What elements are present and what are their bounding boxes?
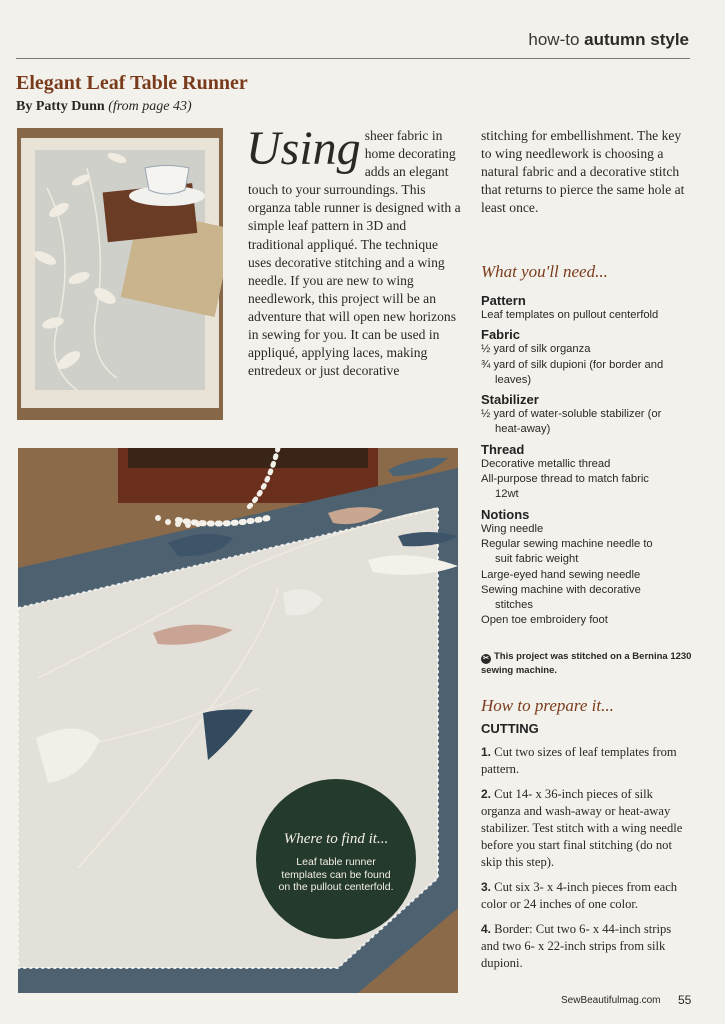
intro-paragraph: [246, 122, 463, 380]
bubble-title: Where to find it...: [283, 831, 389, 847]
needs-item: suit fabric weight: [495, 553, 579, 566]
bubble-body: Leaf table runner templates can be found on the pullout centerfold.: [278, 856, 394, 893]
needs-item: All-purpose thread to match fabric: [481, 473, 649, 486]
byline-author: By Patty Dunn: [16, 99, 105, 114]
needs-item: Leaf templates on pullout centerfold: [481, 309, 659, 321]
needs-item: ½ yard of water-soluble stabilizer (or: [481, 408, 662, 421]
intro-continued: stitching for embellishment. The key to wing needlework is choosing a natural fabric and a decorative stitch that returns to pierce the same hole at least once.: [481, 128, 685, 216]
byline: [16, 99, 192, 115]
header-prefix: how-to: [528, 30, 585, 49]
needs-title: What you'll need...: [481, 262, 608, 281]
needs-item: Open toe embroidery foot: [481, 614, 608, 627]
needs-heading-stabilizer: Stabilizer: [481, 392, 539, 408]
step-text: Cut 14- x 36-inch pieces of silk organza and wash-away or heat-away stabilizer. Test stitch with a wing needle before you start final stitching (do not skip this step).: [481, 787, 683, 869]
header-rule: [16, 58, 690, 59]
step-number: 3.: [481, 880, 492, 894]
needs-item: Wing needle: [481, 522, 544, 535]
step: [481, 921, 691, 972]
needs-item: Regular sewing machine needle to: [481, 537, 653, 550]
needs-heading-notions: Notions: [481, 506, 530, 522]
intro-text: sheer fabric in home decorating adds an elegant touch to your surroundings. This organza table runner is designed with a simple leaf pattern in 3D and traditional appliqué. The technique uses decorative stitching and a wing needle. If you are new to wing needlework, this project will be an adventure that will open new horizons in sewing for you. It can be used in appliqué, applying laces, making entredeux or just decorative: [248, 128, 461, 379]
needs-item: stitches: [495, 599, 533, 612]
step-number: 1.: [481, 745, 492, 759]
step-number: 4.: [481, 922, 492, 936]
needs-item: ¾ yard of silk dupioni (for border and: [481, 358, 664, 371]
sewing-machine-icon: ✂: [481, 654, 491, 664]
step: [481, 786, 691, 871]
needs-item: Sewing machine with decorative: [481, 583, 641, 596]
step: [481, 879, 691, 913]
machine-note: [481, 650, 696, 677]
step-text: Cut two sizes of leaf templates from pattern.: [481, 745, 677, 776]
page-header: [528, 30, 689, 50]
byline-ref: (from page 43): [108, 99, 192, 114]
needs-item: heat-away): [495, 423, 551, 436]
needs-item: Decorative metallic thread: [481, 457, 611, 470]
needs-heading-thread: Thread: [481, 441, 525, 457]
cutting-steps: [481, 744, 691, 980]
step-text: Border: Cut two 6- x 44-inch strips and two 6- x 22-inch strips from silk dupioni.: [481, 922, 672, 970]
header-section: autumn style: [584, 30, 689, 49]
page-number: 55: [678, 993, 692, 1007]
step-text: Cut six 3- x 4-inch pieces from each color or 24 inches of one color.: [481, 880, 678, 911]
footer-site: SewBeautifulmag.com: [561, 995, 661, 1006]
article-title: Elegant Leaf Table Runner: [16, 72, 248, 94]
needs-item: ½ yard of silk organza: [481, 343, 591, 356]
where-to-find-bubble: [256, 779, 416, 939]
needs-list: [481, 289, 696, 629]
needs-heading-pattern: Pattern: [481, 293, 526, 308]
machine-note-text: This project was stitched on a Bernina 1230 sewing machine.: [481, 651, 692, 676]
step-number: 2.: [481, 787, 492, 801]
cutting-subhead: CUTTING: [481, 721, 539, 736]
photo-table-runner-teacup: [17, 128, 223, 420]
needs-item: leaves): [495, 373, 532, 386]
needs-item: 12wt: [495, 488, 519, 501]
needs-heading-fabric: Fabric: [481, 327, 521, 343]
dropcap: Using: [246, 122, 361, 175]
step: [481, 744, 691, 778]
prepare-title: How to prepare it...: [481, 696, 614, 715]
needs-item: Large-eyed hand sewing needle: [481, 568, 641, 581]
